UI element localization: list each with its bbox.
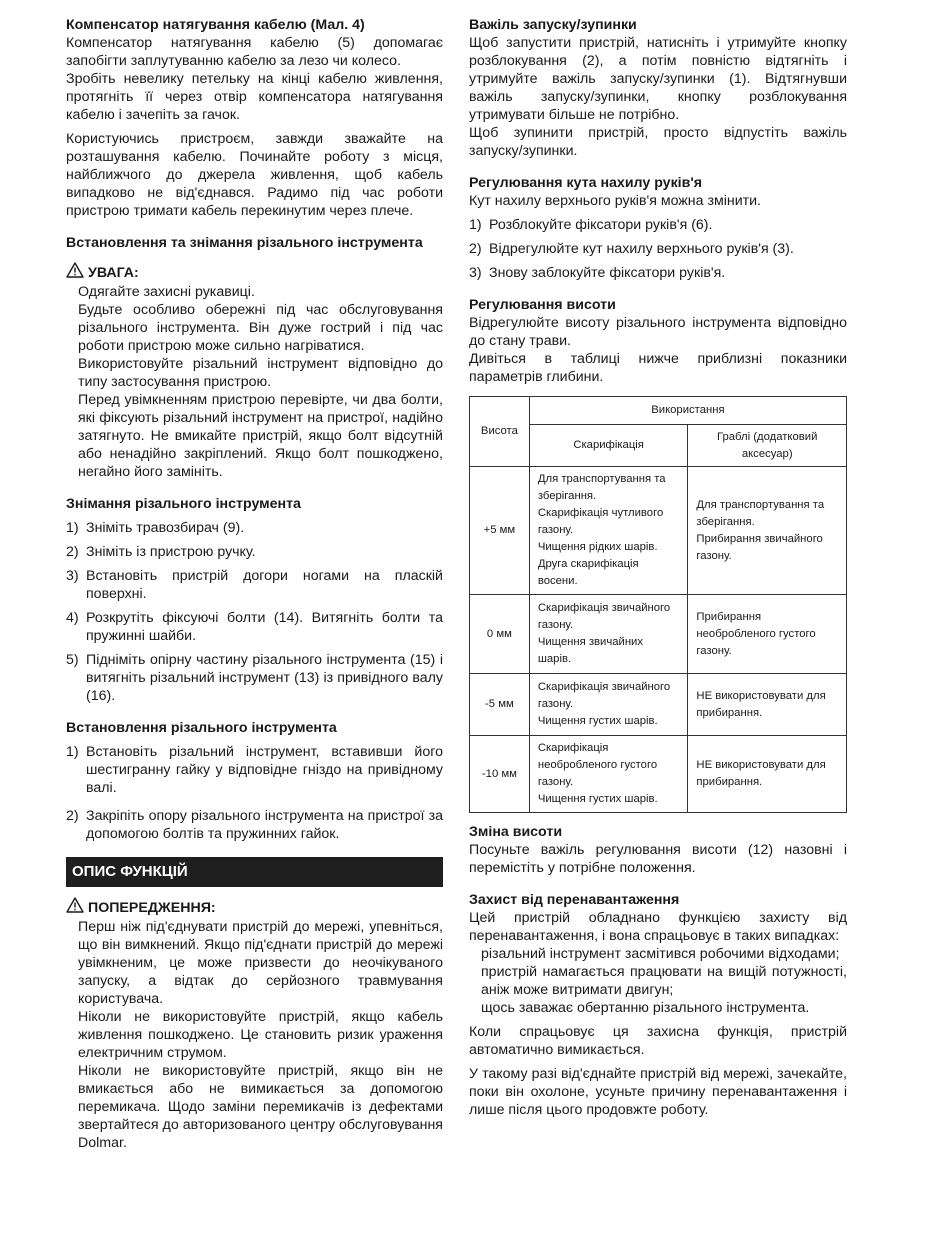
table-cell-scarify: Скарифікація звичайного газону. Чищення густих шарів. xyxy=(529,674,688,736)
list-item: щось заважає обертанню різального інструмента. xyxy=(481,1000,810,1016)
warning-heading xyxy=(66,897,443,918)
warning-line: Ніколи не використовуйте пристрій, якщо він не вмикається або не вимикається за допомогою перемикача. Щодо заміни перемикачів із дефектами звертайтеся до авторизованого центру обслуговування Dolmar. xyxy=(78,1063,443,1151)
table-cell-scarify: Для транспортування та зберігання. Скарифікація чутливого газону. Чищення рідких шарів. Друга скарифікація восени. xyxy=(529,467,688,595)
list-item: пристрій намагається працювати на вищій потужності, аніж може витримати двигун; xyxy=(481,964,847,998)
section-title-height-change: Зміна висоти xyxy=(469,824,563,840)
list-item: 1) Розблокуйте фіксатори руків'я (6). xyxy=(469,217,713,233)
table-cell-height: -10 мм xyxy=(470,736,530,813)
list-item: 3) Знову заблокуйте фіксатори руків'я. xyxy=(469,265,726,281)
list-item: 3) Встановіть пристрій догори ногами на пласкій поверхні. xyxy=(66,568,443,602)
caution-line: Будьте особливо обережні під час обслуговування різального інструмента. Він дуже гострий і під час роботи пристрою може сильно нагріватися. xyxy=(78,302,443,354)
height-usage-table xyxy=(469,396,847,813)
table-cell-rake: Прибирання необробленого густого газону. xyxy=(688,595,847,674)
right-column xyxy=(469,16,847,1119)
section-title-install: Встановлення різального інструмента xyxy=(66,720,337,736)
paragraph: Кут нахилу верхнього руків'я можна змінити. xyxy=(469,193,761,209)
paragraph: У такому разі від'єднайте пристрій від мережі, зачекайте, поки він охолоне, усуньте причину перенавантаження і лише після цього продовжте роботу. xyxy=(469,1066,847,1118)
table-header-rake: Граблі (додатковий аксесуар) xyxy=(688,425,847,467)
section-title-height-adjust: Регулювання висоти xyxy=(469,297,616,313)
paragraph: Цей пристрій обладнано функцією захисту від перенавантаження, і вона спрацьовує в таких випадках: xyxy=(469,910,847,944)
section-title-install-remove: Встановлення та знімання різального інструмента xyxy=(66,235,423,251)
table-cell-rake: НЕ використовувати для прибирання. xyxy=(688,736,847,813)
section-title-handle-angle: Регулювання кута нахилу руків'я xyxy=(469,175,702,191)
paragraph: Зробіть невелику петельку на кінці кабелю живлення, протягніть її через отвір компенсатора натягування кабелю і зачепіть за гачок. xyxy=(66,71,443,123)
caution-line: Перед увімкненням пристрою перевірте, чи два болти, які фіксують різальний інструмент на пристрої, надійно затягнуто. Не вмикайте пристрій, якщо болт відсутній або ненадійно закріплений. Якщо болт пошкоджено, негайно його замініть. xyxy=(78,392,443,480)
paragraph: Щоб запустити пристрій, натисніть і утримуйте кнопку розблокування (2), а потім повністю відтягніть і утримуйте важіль запуску/зупинки (1). Відтягнувши важіль запуску/зупинки, кнопку розблокування утримувати більше не потрібно. xyxy=(469,35,847,123)
overload-cases xyxy=(469,945,847,1017)
caution-heading xyxy=(66,262,443,283)
paragraph: Компенсатор натягування кабелю (5) допомагає запобігти заплутуванню кабелю за лезо чи колесо. xyxy=(66,35,443,69)
section-title-start-stop-lever: Важіль запуску/зупинки xyxy=(469,17,637,33)
left-column xyxy=(66,16,443,1152)
paragraph: Відрегулюйте висоту різального інструмента відповідно до стану трави. xyxy=(469,315,847,349)
install-steps xyxy=(66,743,443,843)
warning-line: Ніколи не використовуйте пристрій, якщо кабель живлення пошкоджено. Це становить ризик ураження електричним струмом. xyxy=(78,1009,443,1061)
removal-steps xyxy=(66,519,443,705)
caution-title: УВАГА: xyxy=(88,264,139,281)
angle-steps xyxy=(469,216,847,282)
section-banner-functions: ОПИС ФУНКЦІЙ xyxy=(66,857,443,887)
paragraph: Щоб зупинити пристрій, просто відпустіть важіль запуску/зупинки. xyxy=(469,125,847,159)
table-cell-rake: Для транспортування та зберігання. Прибирання звичайного газону. xyxy=(688,467,847,595)
warning-line: Перш ніж під'єднувати пристрій до мережі, упевніться, що він вимкнений. Якщо під'єднати пристрій до мережі увімкненим, це може призвести до неочікуваного запуску, а відтак до серйозного травмування користувача. xyxy=(78,919,443,1007)
section-title-overload: Захист від перенавантаження xyxy=(469,892,680,908)
table-header-scarify: Скарифікація xyxy=(529,425,688,467)
list-item: 4) Розкрутіть фіксуючі болти (14). Витягніть болти та пружинні шайби. xyxy=(66,610,443,644)
paragraph: Коли спрацьовує ця захисна функція, пристрій автоматично вимикається. xyxy=(469,1024,847,1058)
paragraph: Користуючись пристроєм, завжди зважайте на розташування кабелю. Починайте роботу з місця, найближчого до джерела живлення, щоб кабель випадково не від'єднався. Радимо під час роботи пристрою тримати кабель перекинутим через плече. xyxy=(66,131,443,219)
caution-body xyxy=(66,283,443,481)
caution-line: Використовуйте різальний інструмент відповідно до типу застосування пристрою. xyxy=(78,356,443,390)
list-item: різальний інструмент засмітився робочими відходами; xyxy=(481,946,840,962)
table-cell-height: -5 мм xyxy=(470,674,530,736)
warning-triangle-icon xyxy=(66,897,84,918)
table-cell-height: 0 мм xyxy=(470,595,530,674)
table-header-height: Висота xyxy=(470,397,530,467)
table-header-usage: Використання xyxy=(529,397,846,425)
table-cell-rake: НЕ використовувати для прибирання. xyxy=(688,674,847,736)
paragraph: Посуньте важіль регулювання висоти (12) назовні і перемістіть у потрібне положення. xyxy=(469,842,847,876)
warning-title: ПОПЕРЕДЖЕННЯ: xyxy=(88,899,216,916)
section-title-removal: Знімання різального інструмента xyxy=(66,496,301,512)
warning-triangle-icon xyxy=(66,262,84,283)
list-item: 1) Встановіть різальний інструмент, вставивши його шестигранну гайку у відповідне гніздо на привідному валі. xyxy=(66,744,443,796)
list-item: 2) Відрегулюйте кут нахилу верхнього руків'я (3). xyxy=(469,241,794,257)
warning-body xyxy=(66,918,443,1152)
table-cell-height: +5 мм xyxy=(470,467,530,595)
table-cell-scarify: Скарифікація звичайного газону. Чищення звичайних шарів. xyxy=(529,595,688,674)
section-title-cable-compensator: Компенсатор натягування кабелю (Мал. 4) xyxy=(66,17,365,33)
list-item: 1) Зніміть травозбирач (9). xyxy=(66,520,245,536)
list-item: 5) Підніміть опірну частину різального інструмента (15) і витягніть різальний інструмент (13) із привідного валу (16). xyxy=(66,652,443,704)
table-cell-scarify: Скарифікація необробленого густого газону. Чищення густих шарів. xyxy=(529,736,688,813)
paragraph: Дивіться в таблиці нижче приблизні показники параметрів глибини. xyxy=(469,351,847,385)
list-item: 2) Закріпіть опору різального інструмента на пристрої за допомогою болтів та пружинних гайок. xyxy=(66,808,443,842)
list-item: 2) Зніміть із пристрою ручку. xyxy=(66,544,256,560)
caution-line: Одягайте захисні рукавиці. xyxy=(78,284,255,300)
